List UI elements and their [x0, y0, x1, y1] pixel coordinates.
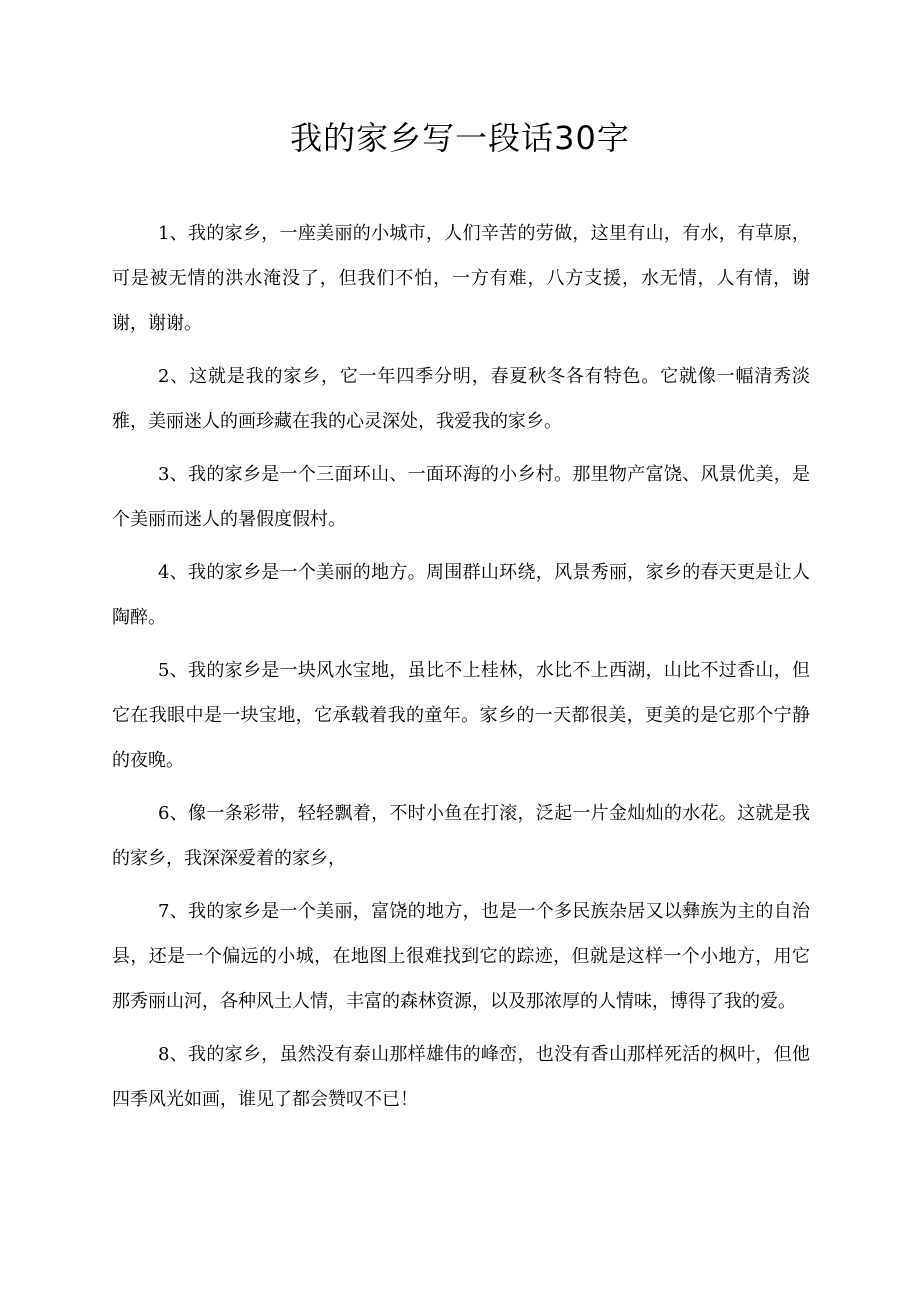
paragraph-8: 8、我的家乡，虽然没有泰山那样雄伟的峰峦，也没有香山那样死活的枫叶，但他四季风光如画，谁见了都会赞叹不已！	[112, 1044, 810, 1110]
paragraph-6: 6、像一条彩带，轻轻飘着，不时小鱼在打滚，泛起一片金灿灿的水花。这就是我的家乡，我深深爱着的家乡，	[112, 803, 810, 869]
paragraph-4: 4、我的家乡是一个美丽的地方。周围群山环绕，风景秀丽，家乡的春天更是让人陶醉。	[112, 562, 810, 628]
paragraph-1: 1、我的家乡，一座美丽的小城市，人们辛苦的劳做，这里有山，有水，有草原，可是被无情的洪水淹没了，但我们不怕，一方有难，八方支援，水无情，人有情，谢谢，谢谢。	[112, 223, 810, 334]
paragraph-5: 5、我的家乡是一块风水宝地，虽比不上桂林，水比不上西湖，山比不过香山，但它在我眼中是一块宝地，它承载着我的童年。家乡的一天都很美，更美的是它那个宁静的夜晚。	[112, 660, 810, 771]
paragraph-7: 7、我的家乡是一个美丽，富饶的地方，也是一个多民族杂居又以彝族为主的自治县，还是一个偏远的小城，在地图上很难找到它的踪迹，但就是这样一个小地方，用它那秀丽山河，各种风土人情，丰富的森林资源，以及那浓厚的人情味，博得了我的爱。	[112, 901, 810, 1012]
paragraph-3: 3、我的家乡是一个三面环山、一面环海的小乡村。那里物产富饶、风景优美，是个美丽而迷人的暑假度假村。	[112, 464, 810, 530]
document-body	[112, 211, 810, 1130]
paragraph-2: 2、这就是我的家乡，它一年四季分明，春夏秋冬各有特色。它就像一幅清秀淡雅，美丽迷人的画珍藏在我的心灵深处，我爱我的家乡。	[112, 366, 810, 432]
document-title: 我的家乡写一段话30字	[290, 119, 630, 157]
